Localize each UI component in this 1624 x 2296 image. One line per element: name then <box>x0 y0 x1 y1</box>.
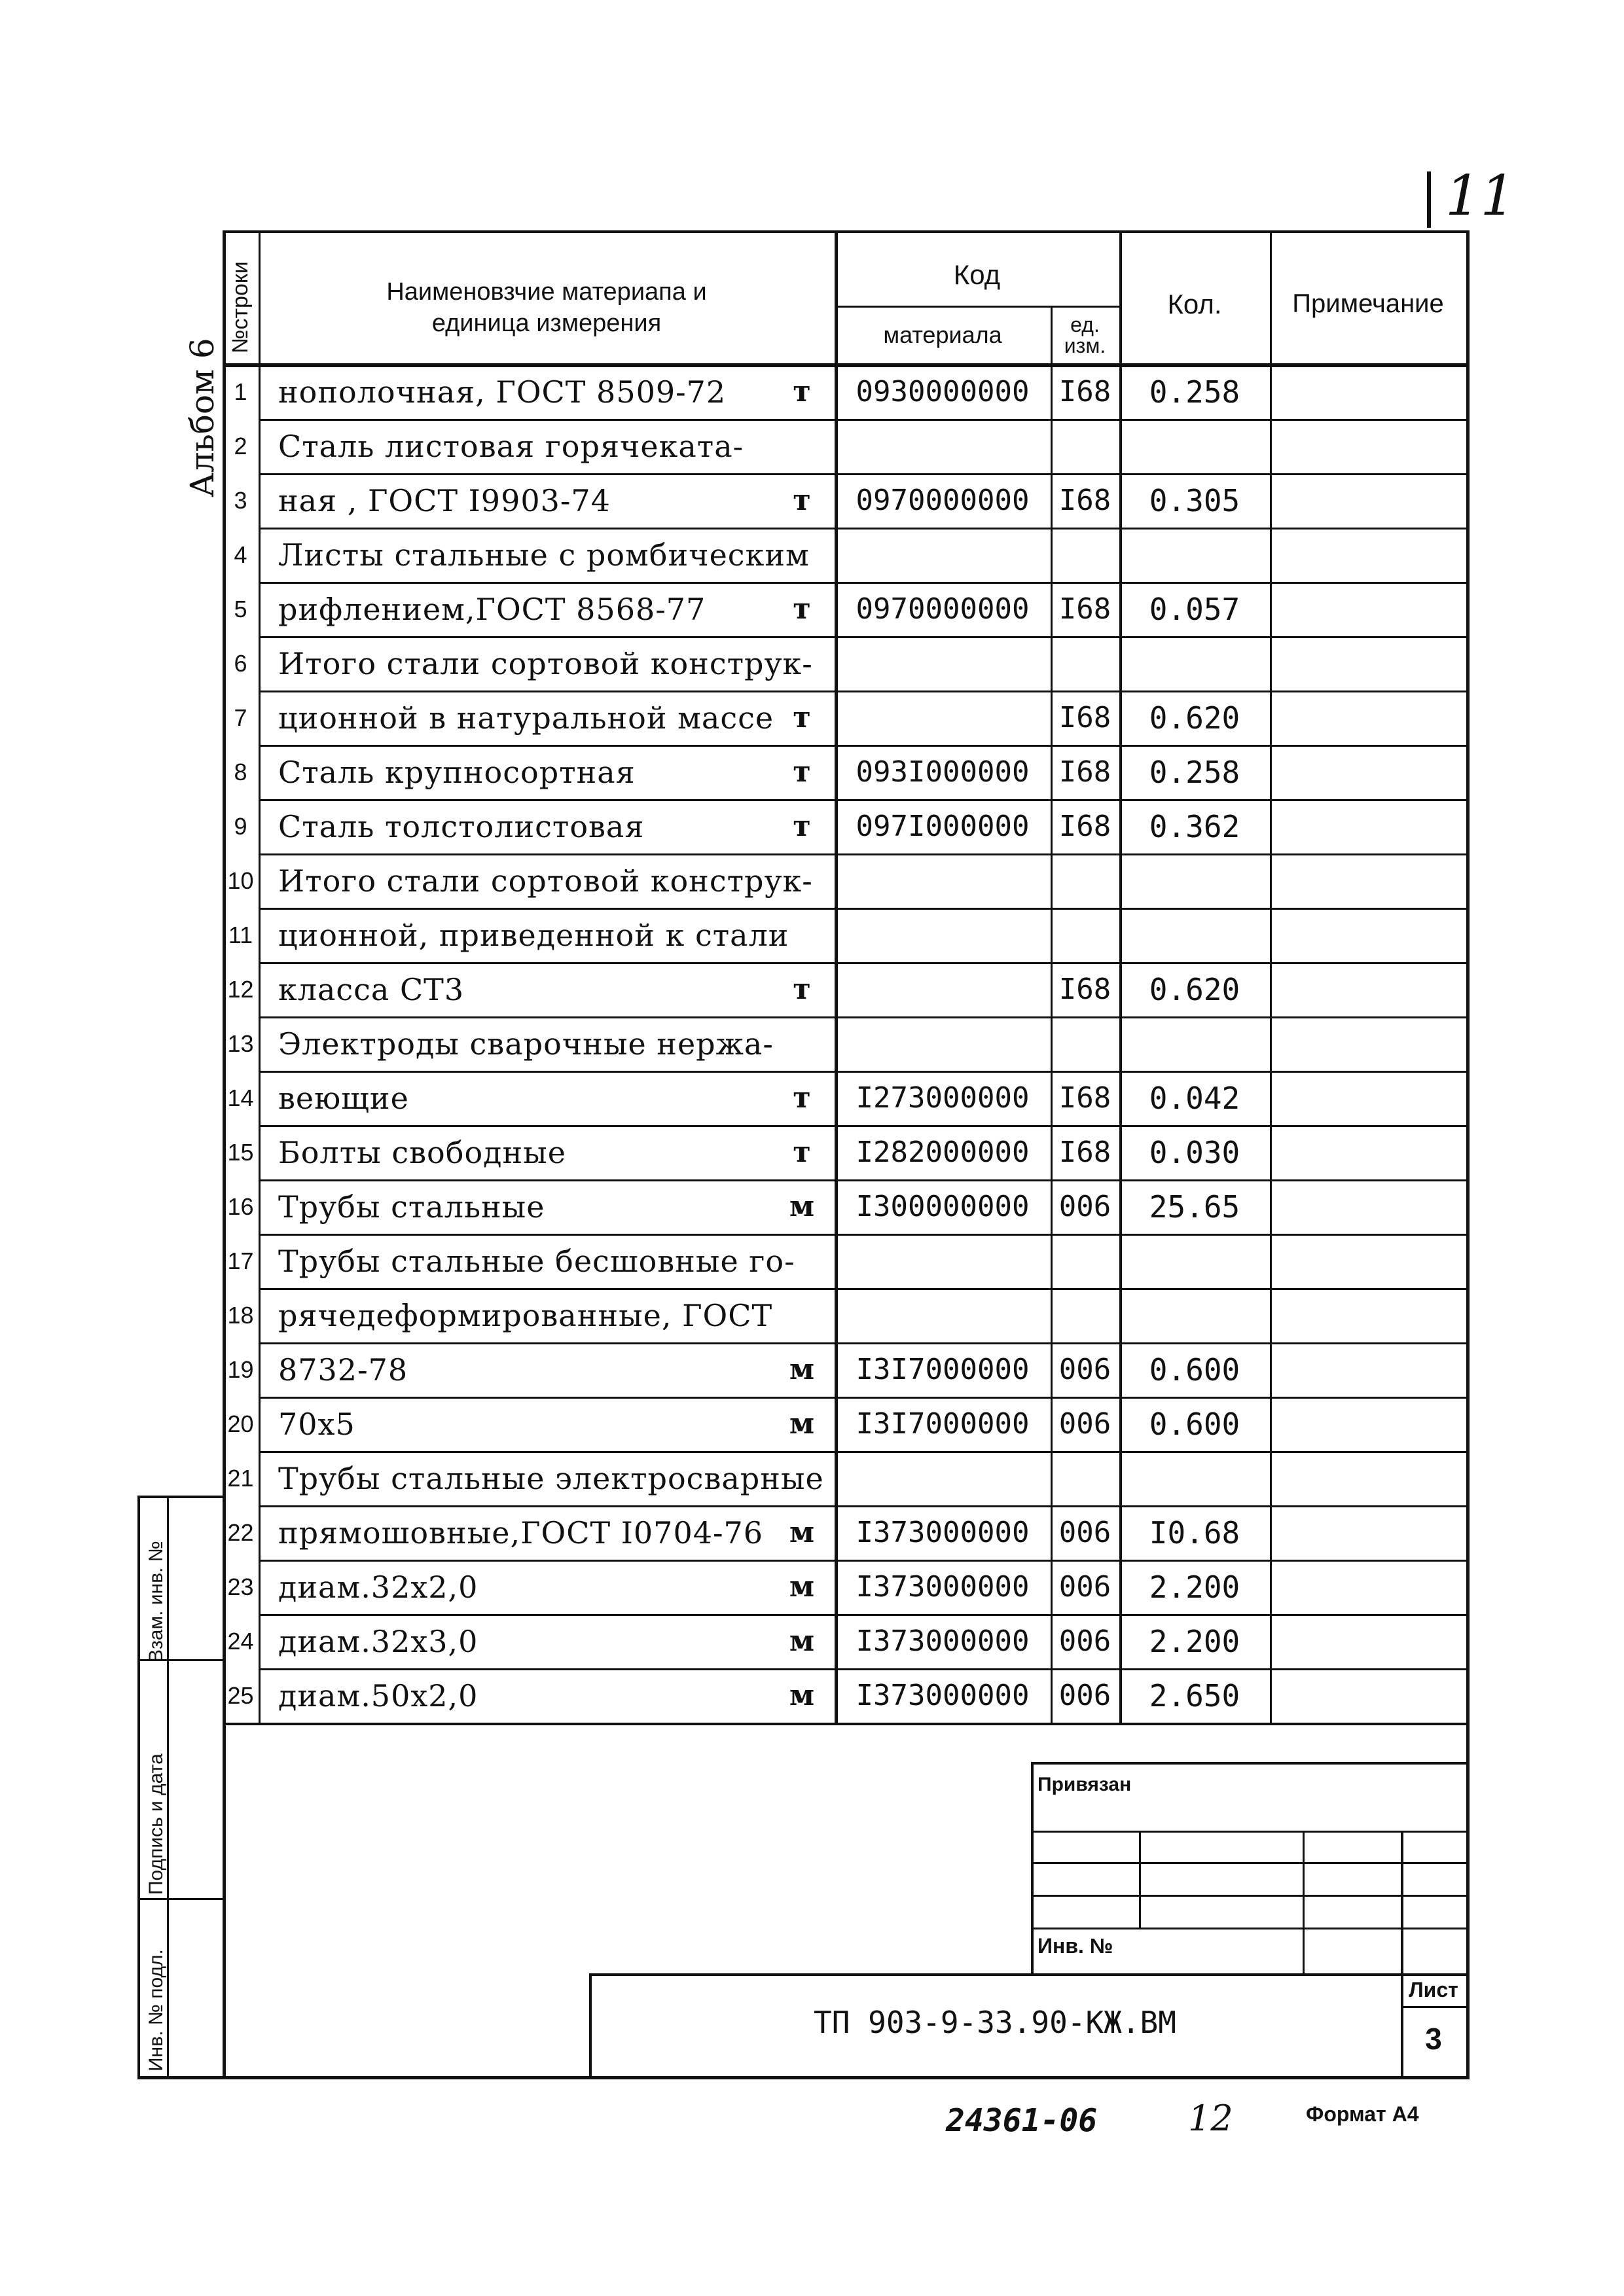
col-no <box>259 230 261 1723</box>
row-measure-code <box>1051 1016 1119 1071</box>
row-quantity <box>1119 528 1270 582</box>
row-number: 4 <box>234 541 247 568</box>
row-unit: т <box>793 810 811 843</box>
side-stamp-inv-no-orig: Инв. № подл. <box>145 1949 167 2072</box>
header-name-line2: единица измерения <box>431 310 662 337</box>
row-name: Электроды сварочные нержа- <box>278 1026 774 1062</box>
row-number: 2 <box>234 432 247 459</box>
row-number: 8 <box>234 758 247 785</box>
row-measure-code: 006 <box>1058 1353 1111 1386</box>
row-name: Трубы стальные электросварные <box>278 1460 824 1496</box>
row-separator <box>259 799 1466 801</box>
row-measure-code: I68 <box>1058 484 1111 517</box>
row-unit: м <box>789 1190 815 1223</box>
row-material-code <box>835 908 1051 962</box>
row-separator <box>259 582 1466 584</box>
header-unit <box>1051 306 1119 365</box>
row-separator <box>259 1016 1466 1018</box>
row-measure-code <box>1051 908 1119 962</box>
row-unit <box>776 1016 828 1071</box>
row-material-code <box>835 1234 1051 1288</box>
tb-left <box>1031 1762 1034 1973</box>
row-measure-code: 006 <box>1058 1570 1111 1604</box>
row-number: 5 <box>234 595 247 622</box>
row-separator <box>259 473 1466 475</box>
footer-archive-no: 24361-06 <box>946 2102 1098 2139</box>
row-material-code: 0930000000 <box>856 375 1030 408</box>
tb-c1 <box>1139 1831 1141 1928</box>
row-unit: т <box>793 973 811 1006</box>
row-quantity <box>1119 853 1270 908</box>
row-separator <box>259 962 1466 964</box>
row-quantity <box>1119 1234 1270 1288</box>
row-measure-code: I68 <box>1058 375 1111 408</box>
row-quantity <box>1119 1288 1270 1342</box>
row-number: 14 <box>227 1084 254 1111</box>
row-quantity <box>1119 908 1270 962</box>
row-number: 15 <box>227 1138 254 1166</box>
row-number: 23 <box>227 1573 254 1600</box>
row-measure-code: I68 <box>1058 973 1111 1006</box>
row-unit <box>776 1451 828 1505</box>
header-unit-line1: ед. <box>1070 313 1100 336</box>
frame-left <box>223 230 226 2076</box>
header-name-line1: Наименовзчие материапа и <box>386 278 707 306</box>
row-quantity: 25.65 <box>1149 1189 1240 1225</box>
row-quantity: 0.600 <box>1149 1406 1240 1442</box>
row-separator <box>259 1451 1466 1453</box>
row-name: ционной в натуральной массе <box>278 700 774 736</box>
header-code: Код <box>953 259 1001 290</box>
row-measure-code <box>1051 853 1119 908</box>
row-material-code <box>835 1016 1051 1071</box>
row-material-code: 0970000000 <box>856 484 1030 517</box>
row-number: 16 <box>227 1193 254 1220</box>
row-material-code: I373000000 <box>856 1679 1030 1712</box>
row-measure-code: I68 <box>1058 1136 1111 1169</box>
row-separator <box>259 691 1466 692</box>
row-name: рифлением,ГОСТ 8568-77 <box>278 591 706 627</box>
col-qty <box>1119 230 1122 1723</box>
row-material-code <box>835 691 1051 745</box>
row-number: 13 <box>227 1030 254 1057</box>
tb-top <box>1031 1762 1466 1765</box>
row-material-code <box>835 528 1051 582</box>
row-quantity <box>1119 1451 1270 1505</box>
row-material-code <box>835 853 1051 908</box>
title-bound: Привязан <box>1038 1774 1132 1795</box>
row-unit: м <box>789 1679 815 1712</box>
row-separator <box>259 1505 1466 1507</box>
row-separator <box>259 1342 1466 1344</box>
row-material-code: I3I7000000 <box>856 1407 1030 1441</box>
row-measure-code: 006 <box>1058 1516 1111 1549</box>
row-name: класса СТ3 <box>278 971 465 1007</box>
row-number: 12 <box>227 975 254 1003</box>
row-unit: т <box>793 375 811 408</box>
row-separator <box>259 636 1466 638</box>
row-measure-code: 006 <box>1058 1624 1111 1658</box>
stamp-strip-top <box>137 1496 223 1498</box>
row-name: 8732-78 <box>278 1352 408 1388</box>
row-measure-code: 006 <box>1058 1679 1111 1712</box>
row-measure-code: I68 <box>1058 701 1111 734</box>
header-material: материала <box>883 321 1002 348</box>
row-quantity: 2.200 <box>1149 1623 1240 1659</box>
row-number: 10 <box>227 867 254 894</box>
row-quantity: 2.200 <box>1149 1569 1240 1605</box>
row-unit <box>776 853 828 908</box>
row-measure-code <box>1051 1234 1119 1288</box>
row-unit: т <box>793 701 811 734</box>
row-measure-code <box>1051 1288 1119 1342</box>
footer-copy-page: 12 <box>1188 2098 1233 2139</box>
row-quantity: 2.650 <box>1149 1677 1240 1713</box>
row-number: 24 <box>227 1627 254 1655</box>
row-name: нополочная, ГОСТ 8509-72 <box>278 374 727 410</box>
title-sheet-label: Лист <box>1409 1977 1458 2001</box>
stamp-div-2 <box>137 1898 223 1900</box>
row-unit: т <box>793 592 811 626</box>
row-measure-code <box>1051 1451 1119 1505</box>
row-name: Сталь листовая горячеката- <box>278 428 744 464</box>
row-name: диам.32х2,0 <box>278 1569 478 1605</box>
row-name: Трубы стальные <box>278 1189 545 1225</box>
row-quantity: 0.030 <box>1149 1134 1240 1170</box>
row-material-code: 093I000000 <box>856 755 1030 789</box>
row-number: 20 <box>227 1410 254 1437</box>
header-code-split <box>835 306 1119 308</box>
row-separator <box>259 1560 1466 1562</box>
row-name: Сталь крупносортная <box>278 754 636 790</box>
row-material-code <box>835 1288 1051 1342</box>
row-name: Итого стали сортовой конструк- <box>278 863 813 899</box>
row-measure-code: 006 <box>1058 1190 1111 1223</box>
row-name: Трубы стальные бесшовные го- <box>278 1243 795 1279</box>
row-number: 18 <box>227 1301 254 1329</box>
row-unit: м <box>789 1624 815 1658</box>
title-designation: ТП 903-9-33.90-КЖ.ВМ <box>814 2005 1176 2040</box>
row-unit: т <box>793 484 811 517</box>
row-unit <box>776 528 828 582</box>
row-material-code: 0970000000 <box>856 592 1030 626</box>
row-quantity <box>1119 636 1270 691</box>
row-separator <box>259 1668 1466 1670</box>
row-number: 6 <box>234 649 247 677</box>
row-separator <box>259 1179 1466 1181</box>
row-number: 1 <box>234 378 247 405</box>
row-number: 25 <box>227 1681 254 1709</box>
row-number: 22 <box>227 1518 254 1546</box>
header-qty: Кол. <box>1167 288 1222 319</box>
col-name <box>835 230 838 1723</box>
row-name: диам.50х2,0 <box>278 1677 478 1713</box>
row-separator <box>259 745 1466 747</box>
tb-c3 <box>1401 1831 1403 1973</box>
row-name: 70х5 <box>278 1406 355 1442</box>
frame-top <box>223 230 1469 233</box>
row-unit <box>776 1234 828 1288</box>
row-name: Листы стальные с ромбическим <box>278 537 810 573</box>
row-name: диам.32х3,0 <box>278 1623 478 1659</box>
row-material-code: I373000000 <box>856 1624 1030 1658</box>
row-measure-code: I68 <box>1058 1081 1111 1115</box>
row-material-code <box>835 419 1051 473</box>
row-separator <box>259 1234 1466 1236</box>
row-quantity: 0.258 <box>1149 754 1240 790</box>
row-material-code: 097I000000 <box>856 810 1030 843</box>
row-number: 17 <box>227 1247 254 1274</box>
row-unit: м <box>789 1407 815 1441</box>
row-quantity: I0.68 <box>1149 1515 1240 1551</box>
page-mark: 11 <box>1445 164 1515 228</box>
page-mark-rule <box>1427 171 1431 228</box>
row-material-code: I282000000 <box>856 1136 1030 1169</box>
row-name: прямошовные,ГОСТ I0704-76 <box>278 1515 764 1551</box>
row-number: 11 <box>228 921 253 948</box>
header-unit-line2: изм. <box>1064 334 1106 357</box>
row-material-code: I273000000 <box>856 1081 1030 1115</box>
row-quantity: 0.362 <box>1149 808 1240 844</box>
row-measure-code: I68 <box>1058 755 1111 789</box>
row-unit <box>776 636 828 691</box>
row-quantity: 0.305 <box>1149 482 1240 518</box>
col-note <box>1270 230 1272 1723</box>
row-separator <box>259 1125 1466 1127</box>
body-bottom <box>223 1723 1466 1725</box>
row-material-code: I373000000 <box>856 1516 1030 1549</box>
row-separator <box>259 1288 1466 1290</box>
row-unit: т <box>793 1136 811 1169</box>
col-measure <box>1051 306 1053 1723</box>
row-separator <box>259 528 1466 529</box>
row-material-code: I300000000 <box>856 1190 1030 1223</box>
row-material-code <box>835 1451 1051 1505</box>
title-inv-no: Инв. № <box>1038 1934 1113 1958</box>
row-unit <box>776 908 828 962</box>
side-stamp-sign-date: Подпись и дата <box>145 1753 167 1895</box>
row-material-code <box>835 962 1051 1016</box>
row-separator <box>259 1397 1466 1399</box>
row-name: ная , ГОСТ I9903-74 <box>278 482 611 518</box>
row-separator <box>259 1614 1466 1616</box>
row-unit: м <box>789 1516 815 1549</box>
row-quantity: 0.620 <box>1149 700 1240 736</box>
row-quantity: 0.258 <box>1149 374 1240 410</box>
row-measure-code <box>1051 636 1119 691</box>
row-material-code: I3I7000000 <box>856 1353 1030 1386</box>
header-note: Примечание <box>1292 289 1444 318</box>
row-name: Итого стали сортовой конструк- <box>278 645 813 681</box>
row-quantity: 0.042 <box>1149 1080 1240 1116</box>
row-separator <box>259 908 1466 910</box>
row-measure-code: I68 <box>1058 810 1111 843</box>
header-name <box>259 259 835 357</box>
row-separator <box>259 853 1466 855</box>
row-material-code <box>835 636 1051 691</box>
row-measure-code <box>1051 419 1119 473</box>
row-measure-code: I68 <box>1058 592 1111 626</box>
row-name: рячедеформированные, ГОСТ <box>278 1297 773 1333</box>
row-measure-code: 006 <box>1058 1407 1111 1441</box>
row-name: Болты свободные <box>278 1134 566 1170</box>
row-unit: т <box>793 755 811 789</box>
row-quantity: 0.057 <box>1149 591 1240 627</box>
row-number: 7 <box>234 704 247 731</box>
row-separator <box>259 419 1466 421</box>
row-number: 9 <box>234 812 247 840</box>
row-quantity <box>1119 1016 1270 1071</box>
row-name: ционной, приведенной к стали <box>278 917 789 953</box>
tb-c2 <box>1303 1831 1305 1973</box>
row-unit <box>776 1288 828 1342</box>
row-unit: т <box>793 1081 811 1115</box>
row-measure-code <box>1051 528 1119 582</box>
side-stamp-replace-inv: Взам. инв. № <box>145 1541 167 1662</box>
header-row-no: №строки <box>228 261 253 353</box>
row-unit: м <box>789 1353 815 1386</box>
row-quantity: 0.600 <box>1149 1352 1240 1388</box>
row-separator <box>259 1071 1466 1073</box>
row-quantity <box>1119 419 1270 473</box>
row-name: Сталь толстолистовая <box>278 808 645 844</box>
row-quantity: 0.620 <box>1149 971 1240 1007</box>
row-number: 3 <box>234 486 247 514</box>
row-name: веющие <box>278 1080 409 1116</box>
row-number: 21 <box>227 1464 254 1492</box>
header-bottom <box>223 363 1469 367</box>
frame-bottom <box>137 2076 1470 2079</box>
album-label: Альбом 6 <box>183 338 221 497</box>
row-unit: м <box>789 1570 815 1604</box>
stamp-strip-left <box>137 1496 140 2076</box>
title-sheet-no: 3 <box>1425 2022 1442 2056</box>
footer-format: Формат А4 <box>1306 2102 1419 2126</box>
row-unit <box>776 419 828 473</box>
row-number: 19 <box>227 1355 254 1383</box>
frame-right <box>1466 230 1470 2076</box>
row-material-code: I373000000 <box>856 1570 1030 1604</box>
